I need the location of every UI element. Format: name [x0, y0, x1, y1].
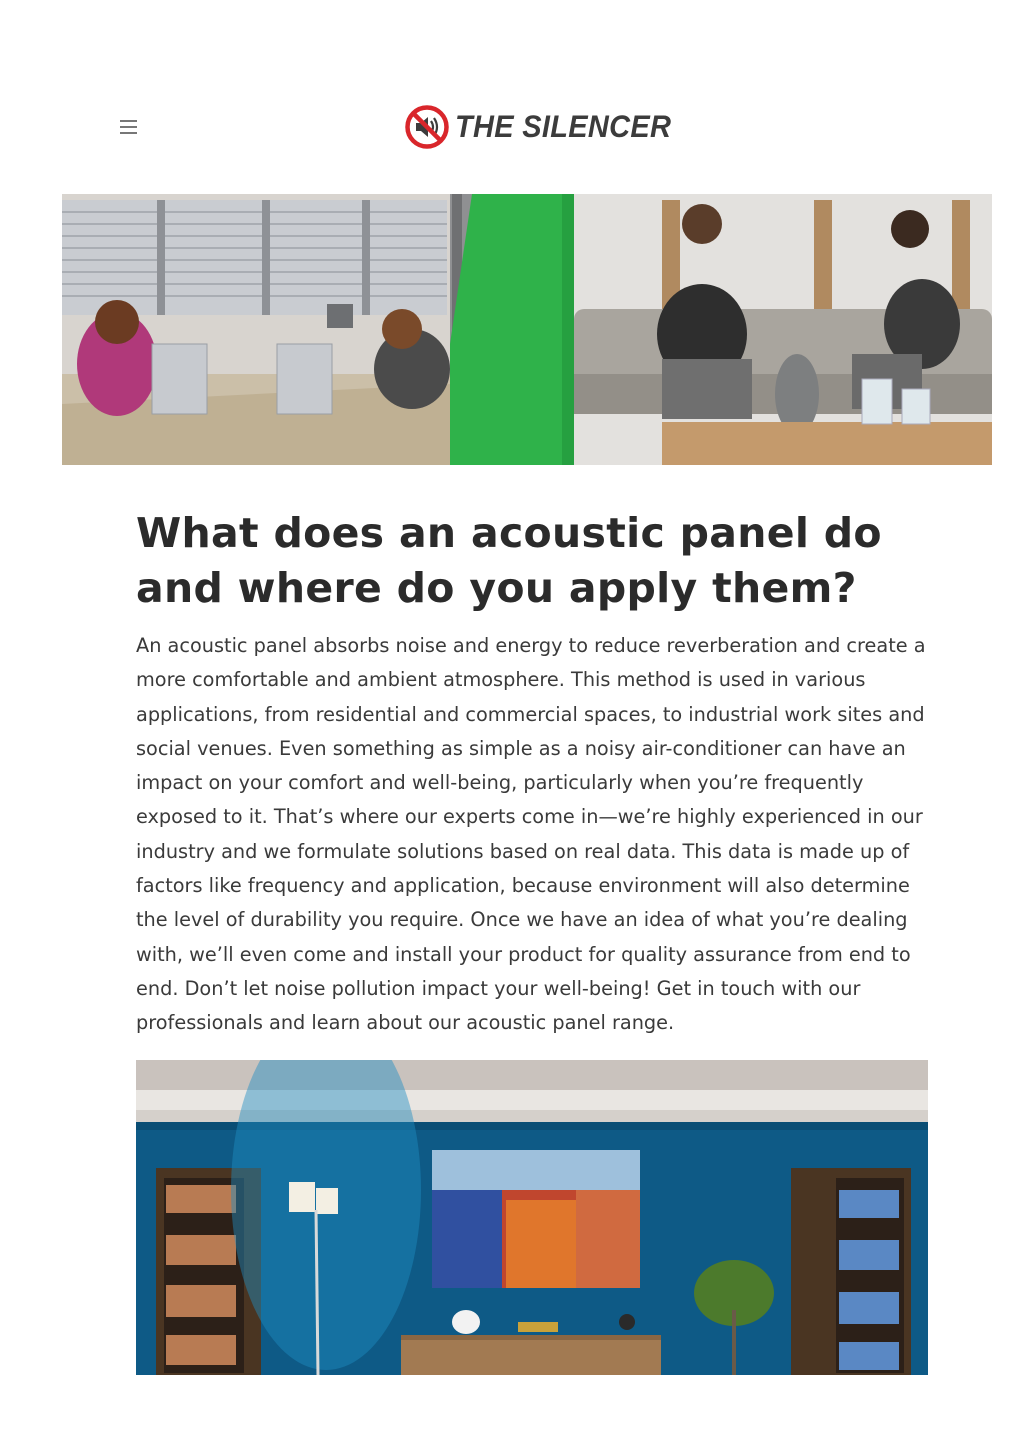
logo-wordmark: THE SILENCER — [455, 108, 672, 145]
hamburger-menu-icon[interactable] — [120, 119, 138, 135]
site-header — [0, 0, 1024, 195]
article-body: An acoustic panel absorbs noise and energy to reduce reverberation and create a more comfortable and ambient atmosphere. This method is used in various applications, from residential and commercial spaces, to industrial work sites and social venues. Even something as simple as a noisy air-conditioner can have an impact on your comfort and well-being, particularly when you’re frequently exposed to it. That’s where our experts come in—we’re highly experienced in our industry and we formulate solutions based on real data. This data is made up of factors like frequency and application, because environment will also determine the level of durability you require. Once we have an idea of what you’re dealing with, we’ll even come and install your product for quality assurance from end to end. Don’t let noise pollution impact your well-being! Get in touch with our professionals and learn about our acoustic panel range. — [136, 634, 926, 1035]
muted-speaker-icon — [404, 104, 450, 150]
site-logo[interactable] — [404, 102, 671, 152]
article-title: What does an acoustic panel do and where do you apply them? — [136, 509, 882, 612]
living-room-image — [136, 1060, 928, 1375]
hero-banner-image — [62, 194, 992, 465]
